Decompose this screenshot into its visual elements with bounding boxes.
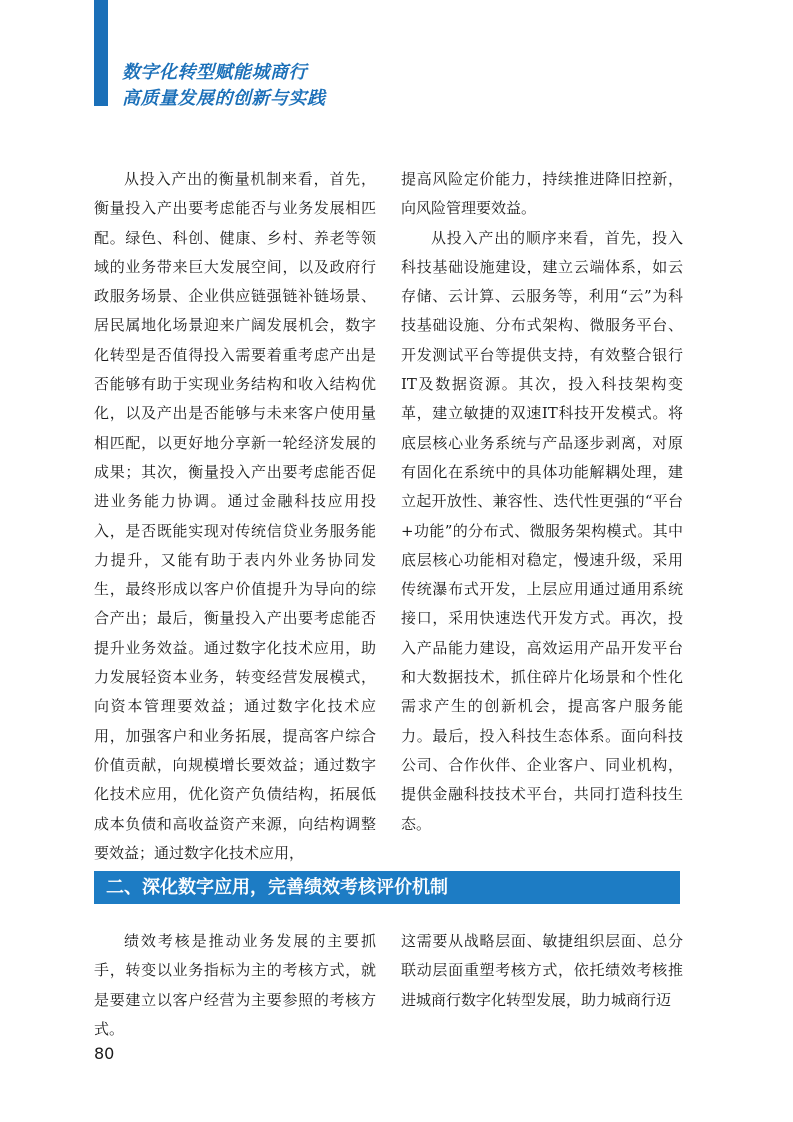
right-column-top	[401, 165, 683, 839]
running-header-line-1: 数字化转型赋能城商行	[122, 62, 307, 83]
running-header-line-2: 高质量发展的创新与实践	[122, 88, 326, 109]
page-number: 80	[94, 1044, 115, 1063]
body-paragraph: 从投入产出的顺序来看，首先，投入科技基础设施建设，建立云端体系，如云存储、云计算、云服务等，利用“云”为科技基础设施、分布式架构、微服务平台、开发测试平台等提供支持，有效整合银行IT及数据资源。其次，投入科技架构变革，建立敏捷的双速IT科技开发模式。将底层核心业务系统与产品逐步剥离，对原有固化在系统中的具体功能解耦处理，建立起开放性、兼容性、迭代性更强的“平台+功能”的分布式、微服务架构模式。其中底层核心功能相对稳定，慢速升级，采用传统瀑布式开发，上层应用通过通用系统接口，采用快速迭代开发方式。再次，投入产品能力建设，高效运用产品开发平台和大数据技术，抓住碎片化场景和个性化需求产生的创新机会，提高客户服务能力。最后，投入科技生态体系。面向科技公司、合作伙伴、企业客户、同业机构，提供金融科技技术平台，共同打造科技生态。	[401, 228, 683, 833]
right-column-bottom	[401, 927, 683, 1015]
header-accent-bar	[94, 0, 108, 106]
section-heading: 二、深化数字应用，完善绩效考核评价机制	[94, 871, 680, 904]
left-column-top	[94, 165, 376, 868]
body-paragraph: 从投入产出的衡量机制来看，首先，衡量投入产出要考虑能否与业务发展相匹配。绿色、科创、健康、乡村、养老等领域的业务带来巨大发展空间，以及政府行政服务场景、企业供应链强链补链场景、居民属地化场景迎来广阔发展机会，数字化转型是否值得投入需要着重考虑产出是否能够有助于实现业务结构和收入结构优化，以及产出是否能够与未来客户使用量相匹配，以更好地分享新一轮经济发展的成果；其次，衡量投入产出要考虑能否促进业务能力协调。通过金融科技应用投入，是否既能实现对传统信贷业务服务能力提升，又能有助于表内外业务协同发生，最终形成以客户价值提升为导向的综合产出；最后，衡量投入产出要考虑能否提升业务效益。通过数字化技术应用，助力发展轻资本业务，转变经营发展模式，向资本管理要效益；通过数字化技术应用，加强客户和业务拓展，提高客户综合价值贡献，向规模增长要效益；通过数字化技术应用，优化资产负债结构，拓展低成本负债和高收益资产来源，向结构调整要效益；通过数字化技术应用，	[94, 170, 376, 862]
body-paragraph: 绩效考核是推动业务发展的主要抓手，转变以业务指标为主的考核方式，就是要建立以客户经营为主要参照的考核方式。	[94, 932, 376, 1038]
body-paragraph-continuation: 提高风险定价能力，持续推进降旧控新，向风险管理要效益。	[401, 170, 683, 218]
running-header	[122, 60, 326, 112]
body-paragraph-continuation: 这需要从战略层面、敏捷组织层面、总分联动层面重塑考核方式，依托绩效考核推进城商行数字化转型发展，助力城商行迈	[401, 932, 683, 1009]
left-column-bottom	[94, 927, 376, 1044]
